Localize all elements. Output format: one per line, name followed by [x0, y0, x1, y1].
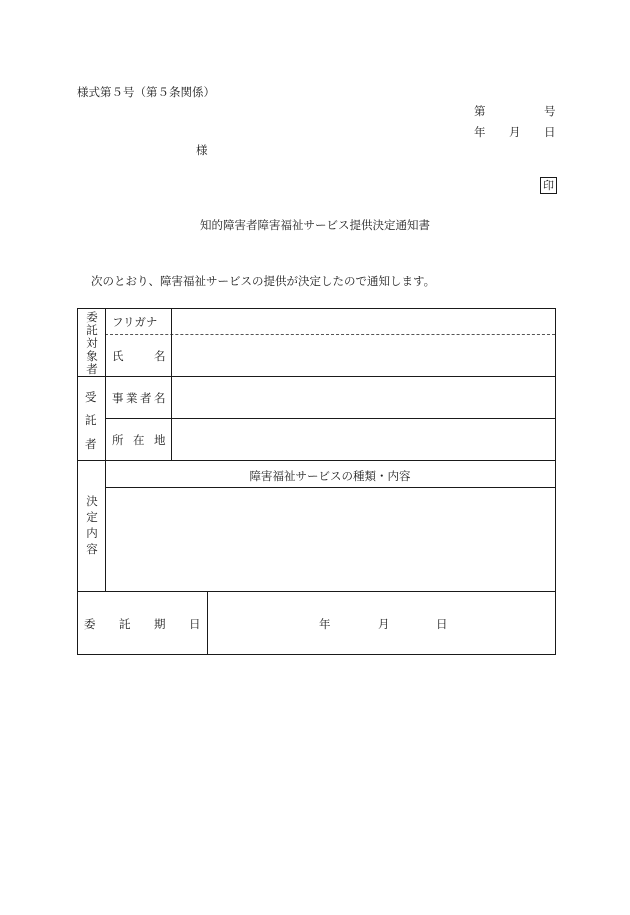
form-number-label: 様式第５号（第５条関係） [77, 85, 215, 99]
address-label-2: 在 [133, 433, 145, 447]
seal-mark: 印 [540, 177, 557, 194]
divider-line [105, 418, 555, 419]
document-number-prefix: 第 [474, 104, 486, 118]
business-name-label-3: 者 [140, 391, 152, 405]
divider-line [171, 309, 172, 460]
divider-line [105, 487, 555, 488]
address-label-3: 地 [154, 433, 166, 447]
period-label-4: 日 [189, 617, 201, 631]
name-label-1: 氏 [112, 349, 124, 363]
divider-line [207, 591, 208, 654]
divider-line [78, 376, 555, 377]
recipient-honorific: 様 [196, 143, 208, 157]
period-month: 月 [378, 617, 390, 631]
document-number-suffix: 号 [544, 104, 556, 118]
period-label-3: 期 [154, 617, 166, 631]
period-year: 年 [319, 617, 331, 631]
document-title: 知的障害者障害福祉サービス提供決定通知書 [200, 218, 430, 232]
period-day: 日 [436, 617, 448, 631]
notice-body-text: 次のとおり、障害福祉サービスの提供が決定したので通知します。 [91, 274, 436, 288]
notification-table [77, 308, 556, 655]
divider-line [78, 591, 555, 592]
address-label-1: 所 [112, 433, 124, 447]
name-label-2: 名 [154, 349, 166, 363]
issue-date-month: 月 [509, 125, 521, 139]
furigana-dashed-divider [105, 334, 555, 335]
business-name-label-2: 業 [126, 391, 138, 405]
contractor-header-2: 託 [85, 413, 97, 427]
contractor-header-1: 受 [85, 390, 97, 404]
divider-line [78, 460, 555, 461]
business-name-label-1: 事 [112, 391, 124, 405]
furigana-label: フリガナ [112, 315, 158, 329]
divider-line [105, 309, 106, 460]
issue-date-day: 日 [544, 125, 556, 139]
period-label-1: 委 [84, 617, 96, 631]
contractor-header-3: 者 [85, 437, 97, 451]
target-person-header: 委 託 対 象 者 [86, 310, 98, 376]
period-label-2: 託 [119, 617, 131, 631]
service-type-header: 障害福祉サービスの種類・内容 [249, 469, 411, 483]
issue-date-year: 年 [474, 125, 486, 139]
business-name-label-4: 名 [154, 391, 166, 405]
decision-content-header: 決 定 内 容 [86, 494, 98, 556]
